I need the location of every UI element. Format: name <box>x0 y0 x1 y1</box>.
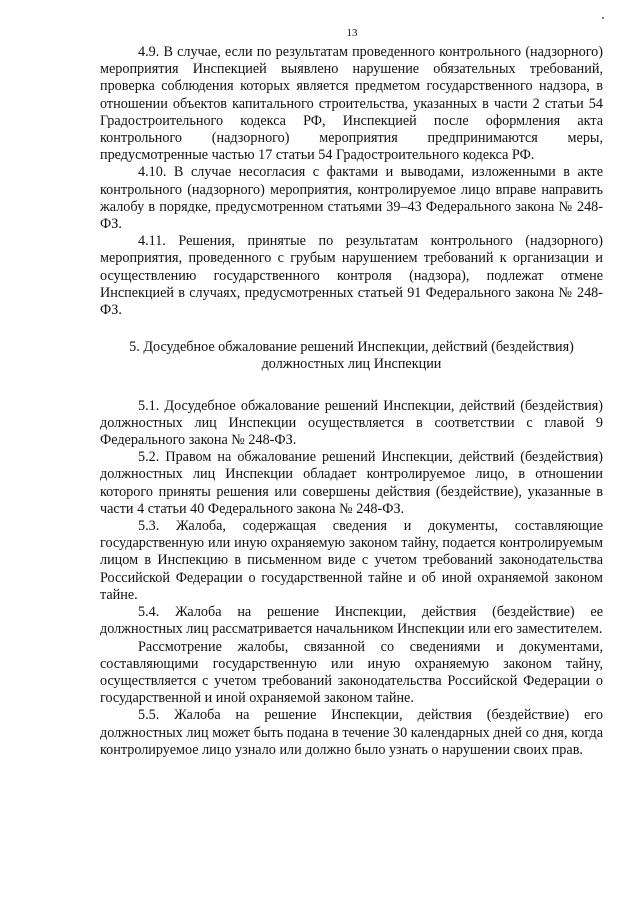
page-number: 13 <box>346 27 358 39</box>
paragraph-5-2: 5.2. Правом на обжалование решений Инспекции, действий (бездействия) должностных лиц Инспекции обладает контролируемое лицо, в отношении которого приняты решения или совершены действия (бездействие), указанные в части 4 статьи 40 Федерального закона № 248-ФЗ. <box>100 449 603 517</box>
scan-speck <box>602 17 604 19</box>
paragraph-5-4: 5.4. Жалоба на решение Инспекции, действия (бездействие) ее должностных лиц рассматривается начальником Инспекции или его заместителем. <box>100 604 603 638</box>
paragraph-4-9: 4.9. В случае, если по результатам проведенного контрольного (надзорного) мероприятия Инспекцией выявлено нарушение обязательных требований, проверка соблюдения которых является предметом государственного надзора, в отношении объектов капитального строительства, указанных в части 2 статьи 54 Градостроительного кодекса РФ, Инспекцией после оформления акта контрольного (надзорного) мероприятия предпринимаются меры, предусмотренные частью 17 статьи 54 Градостроительного кодекса РФ. <box>100 44 603 164</box>
paragraph-4-10: 4.10. В случае несогласия с фактами и выводами, изложенными в акте контрольного (надзорного) мероприятия, контролируемое лицо вправе направить жалобу в порядке, предусмотренном статьями 39–43 Федерального закона № 248-ФЗ. <box>100 164 603 233</box>
paragraph-5-1: 5.1. Досудебное обжалование решений Инспекции, действий (бездействия) должностных лиц Инспекции осуществляется в соответствии с главой 9 Федерального закона № 248-ФЗ. <box>100 397 603 449</box>
document-body <box>100 44 603 759</box>
paragraph-5-5: 5.5. Жалоба на решение Инспекции, действия (бездействие) его должностных лиц может быть подана в течение 30 календарных дней со дня, когда контролируемое лицо узнало или должно было узнать о нарушении своих прав. <box>100 707 603 758</box>
paragraph-5-3: 5.3. Жалоба, содержащая сведения и документы, составляющие государственную или иную охраняемую законом тайну, подается контролируемым лицом в Инспекцию в письменном виде с учетом требований законодательства Российской Федерации о государственной тайне и об иной охраняемой законом тайне. <box>100 518 603 603</box>
section-heading: 5. Досудебное обжалование решений Инспекции, действий (бездействия) должностных лиц Инспекции <box>129 339 574 373</box>
paragraph-4-11: 4.11. Решения, принятые по результатам контрольного (надзорного) мероприятия, проведенного с грубым нарушением требований к организации и осуществлению государственного контроля (надзора), подлежат отмене Инспекцией в случаях, предусмотренных статьей 91 Федерального закона № 248-ФЗ. <box>100 233 603 319</box>
paragraph-5-4-continuation: Рассмотрение жалобы, связанной со сведениями и документами, составляющими государственную или иную охраняемую законом тайну, осуществляется с учетом требований законодательства Российской Федерации о государственной и иной охраняемой законом тайне. <box>100 638 603 707</box>
